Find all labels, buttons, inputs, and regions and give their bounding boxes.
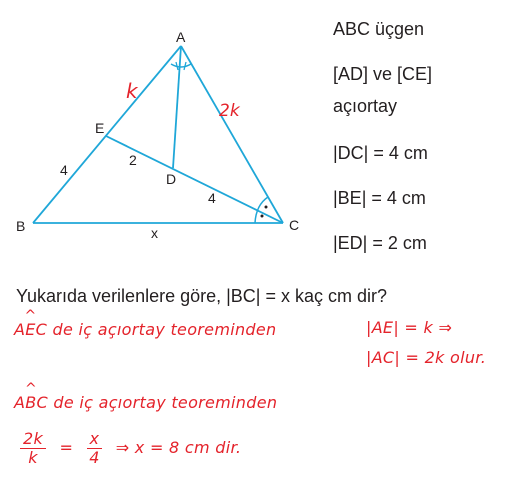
angle-mark-a [171, 64, 191, 67]
fraction-bc-dc [87, 430, 103, 467]
label-ed: 2 [129, 152, 137, 168]
angle-abc: ^ ABC [14, 393, 48, 412]
label-bc: x [151, 225, 158, 241]
question-text: Yukarıda verilenlere göre, |BC| = x kaç cm dir? [16, 286, 388, 306]
label-dc: 4 [208, 190, 216, 206]
solution-line-1-text: de iç açıortay teoreminden [47, 320, 277, 339]
vertex-e-label: E [95, 120, 105, 136]
conclusion-text: ⇒ x = 8 cm dir. [115, 438, 242, 457]
side-ac [181, 46, 283, 223]
solution-ae-result: |AE| = k ⇒ [366, 318, 453, 337]
solution-equation [20, 430, 241, 467]
given-dc: |DC| = 4 cm [333, 143, 428, 163]
given-ed: |ED| = 2 cm [333, 233, 427, 253]
equals-sign: = [59, 438, 74, 457]
vertex-c-label: C [289, 217, 300, 233]
given-be: |BE| = 4 cm [333, 188, 426, 208]
vertex-d-label: D [166, 171, 177, 187]
side-ab [33, 46, 181, 223]
solution-line-3 [14, 393, 277, 412]
given-bisector-word: açıortay [333, 96, 398, 116]
given-triangle: ABC üçgen [333, 19, 425, 39]
fraction-1-denominator: k [28, 448, 38, 467]
triangle-figure [0, 0, 330, 250]
solution-line-3-text: de iç açıortay teoreminden [48, 393, 278, 412]
label-be: 4 [60, 162, 68, 178]
fraction-1-numerator: 2k [20, 430, 46, 449]
angle-aec: ^ AEC [14, 320, 47, 339]
fraction-2-denominator: 4 [89, 448, 100, 467]
solution-ac-result: |AC| = 2k olur. [366, 348, 487, 367]
vertex-a-label: A [176, 29, 186, 45]
fraction-2-numerator: x [87, 430, 103, 449]
annotation-ae: k [126, 79, 138, 103]
fraction-ac-ae [20, 430, 46, 467]
solution-line-1 [14, 320, 276, 339]
angle-mark-c [255, 197, 268, 223]
angle-dot-c1 [261, 215, 264, 218]
angle-dot-c2 [265, 206, 268, 209]
annotation-ac: 2k [219, 101, 240, 121]
given-bisectors: [AD] ve [CE] [333, 64, 433, 84]
bisector-ce [106, 136, 283, 223]
vertex-b-label: B [16, 218, 26, 234]
